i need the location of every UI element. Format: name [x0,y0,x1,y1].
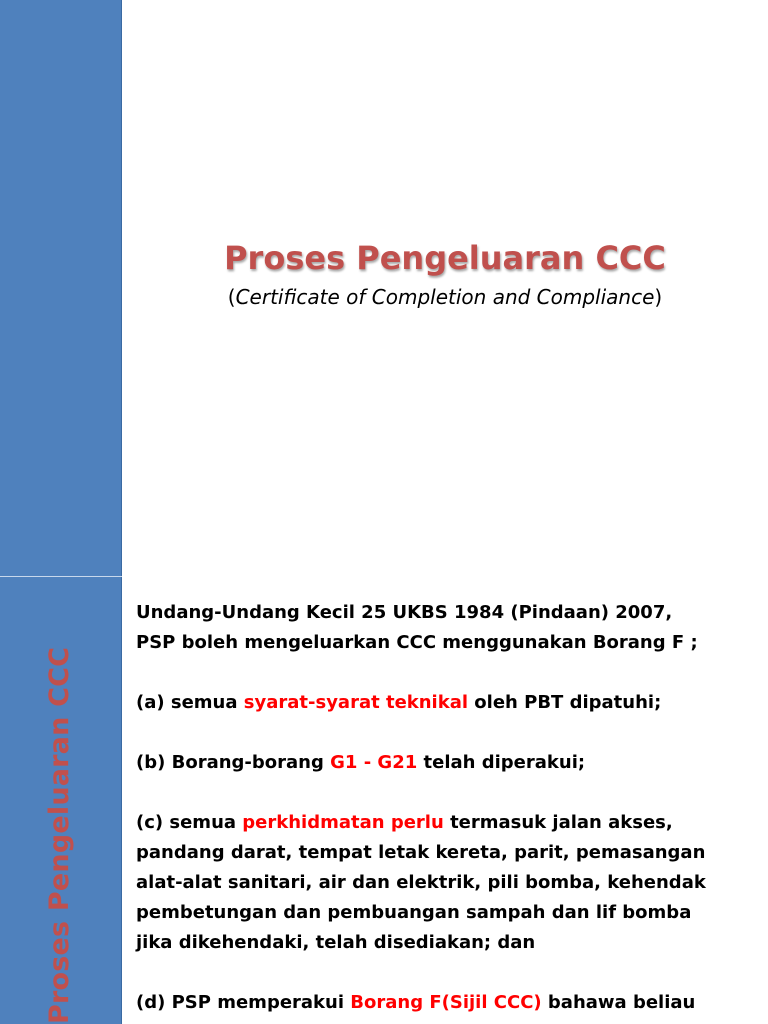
item-d [136,988,766,1018]
item-d-highlight: Borang F(Sijil CCC) [350,992,542,1013]
item-c-highlight: perkhidmatan perlu [242,812,444,833]
item-c [136,808,766,838]
subtitle-open-paren: ( [227,285,236,309]
item-c-line-5: jika dikehendaki, telah disediakan; dan [136,932,536,953]
slide-subtitle [122,280,768,314]
item-d-prefix: (d) PSP memperakui [136,992,351,1013]
subtitle-text: Certificate of Completion and Compliance [235,285,655,309]
item-b-highlight: G1 - G21 [330,752,418,773]
item-c-suffix: termasuk jalan akses, [443,812,673,833]
item-c-prefix: (c) semua [136,812,243,833]
sidebar [0,0,122,1024]
item-b-suffix: telah diperakui; [417,752,586,773]
item-a-highlight: syarat-syarat teknikal [243,692,469,713]
sidebar-divider [0,576,122,577]
item-b-prefix: (b) Borang-borang [136,752,331,773]
item-a-prefix: (a) semua [136,692,244,713]
body-text [136,598,766,1024]
intro-line-1: Undang-Undang Kecil 25 UKBS 1984 (Pindaan) 2007, [136,602,673,623]
sidebar-label: Proses Pengeluaran CCC [44,646,75,1024]
slide-title: Proses Pengeluaran CCC [224,239,666,277]
item-c-line-4: pembetungan dan pembuangan sampah dan lif bomba [136,902,692,923]
item-b [136,748,766,778]
item-d-suffix: bahawa beliau [541,992,696,1013]
item-a [136,688,766,718]
intro-line-2: PSP boleh mengeluarkan CCC menggunakan Borang F ; [136,632,698,653]
item-c-line-3: alat-alat sanitari, air dan elektrik, pili bomba, kehendak [136,872,706,893]
title-block [122,236,768,314]
subtitle-close-paren: ) [654,285,663,309]
item-a-suffix: oleh PBT dipatuhi; [468,692,662,713]
item-c-line-2: pandang darat, tempat letak kereta, parit, pemasangan [136,842,706,863]
